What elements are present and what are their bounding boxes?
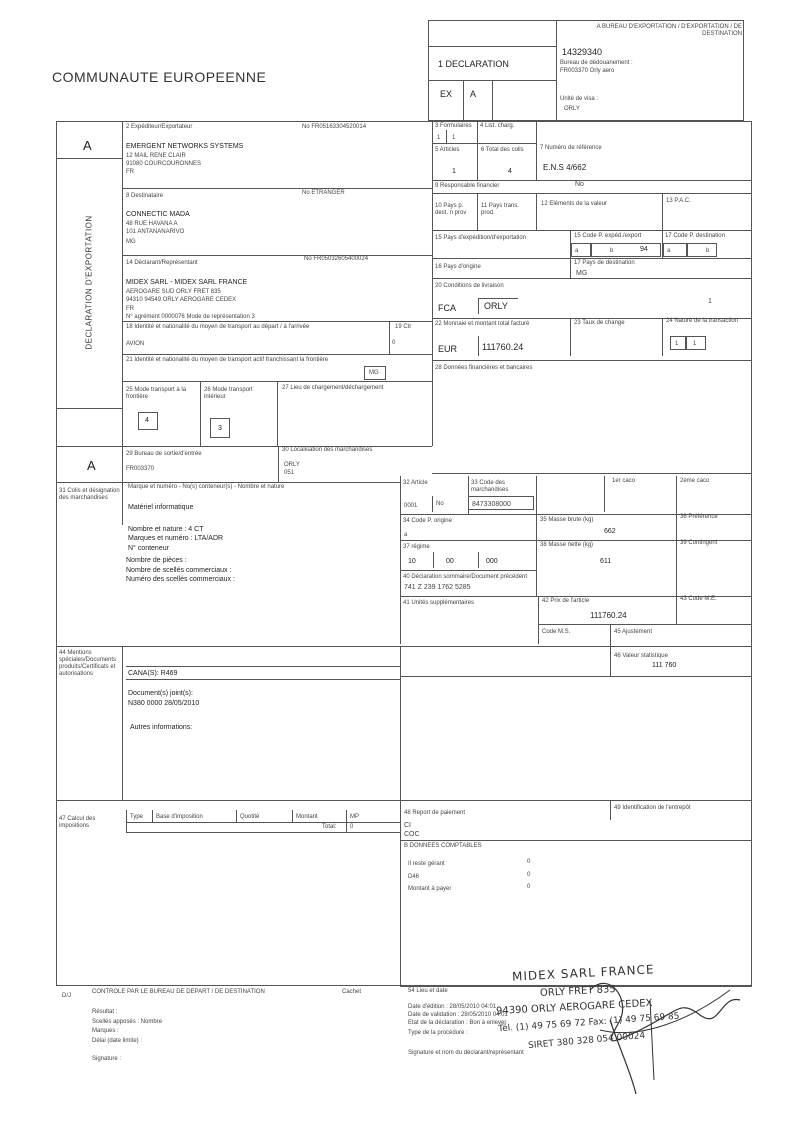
previous-document-value: 741 Z 239 1762 5285 (404, 584, 471, 591)
tax-amount-header: Montant (296, 814, 318, 820)
supplementary-units-label: 41 Unités supplémentaires (403, 600, 475, 606)
goods-location-value-2: 051 (284, 470, 295, 476)
item-number-label: 32 Article (403, 480, 428, 486)
declaration-type-a: A (470, 89, 477, 99)
total-packages-value: 4 (508, 168, 512, 175)
control-deadline-label: Délai (date limite) : (92, 1038, 143, 1044)
delivery-terms-label: 20 Conditions de livraison (435, 283, 504, 289)
exit-office-label: 29 Bureau de sortie/d'entrée (126, 451, 202, 457)
declarant-label: 14 Déclarant/Représentant (126, 260, 198, 266)
forms-value-2: 1 (452, 135, 456, 141)
company-stamp-line5: SIRET 380 328 054 00024 (527, 1030, 646, 1052)
origin-country-label: 16 Pays d'origine (435, 264, 481, 270)
handwritten-signature (580, 960, 750, 1100)
item-price-value: 111760.24 (590, 611, 627, 620)
procedure-type: Type de la procédure : (408, 1030, 468, 1036)
edition-date: Date d'édition : 28/05/2010 04:01 (408, 1004, 497, 1010)
transport-depart-label: 18 Identité et nationalité du moyen de transport au départ / à l'arrivée (126, 324, 310, 330)
accounting-value-3: 0 (527, 884, 531, 890)
company-stamp-line4: Tél. (1) 49 75 69 72 Fax: (1) 49 75 69 85 (497, 1011, 680, 1035)
commodity-code-label: 33 Code des marchandises (471, 480, 509, 493)
exporter-no: No FR05163304520014 (302, 124, 367, 130)
goods-description-3: Marques et numéro : LTA/ADR (128, 535, 224, 542)
control-d-label: D/J (62, 993, 71, 999)
destination-country-value: MG (576, 270, 588, 277)
company-stamp-line2: ORLY FRET 835 (539, 984, 616, 999)
control-signature-label: Signature : (92, 1056, 122, 1062)
bureau-export-label: A BUREAU D'EXPORTATION / D'EXPORTATION / DE DESTINATION (596, 24, 742, 37)
gross-mass-value: 662 (604, 528, 616, 535)
dest-country-label: 10 Pays p. dest. n prov (435, 203, 467, 216)
consignee-name: CONNECTIC MADA (126, 211, 190, 218)
accounting-line-3: Montant à payer (408, 886, 452, 892)
transport-border-label: 21 Identité et nationalité du moyen de transport actif franchissant la frontière (126, 357, 329, 363)
exporter-addr1: 12 MAIL RENE CLAIR (126, 153, 186, 159)
incoterm-value: FCA (438, 303, 456, 313)
consignee-label: 8 Destinataire (126, 193, 164, 199)
packages-description-label: 31 Colis et désignation des marchandises (59, 488, 120, 501)
ms-code-label: Code M.S. (542, 629, 571, 635)
bureau-dedouanement-label: Bureau de dédouanement : (560, 60, 633, 66)
transport-mode-inland-value: 3 (218, 425, 222, 432)
accounting-line-2: D46 (408, 874, 420, 880)
consignee-no: No ETRANGER (302, 190, 345, 196)
goods-description-4: N° conteneur (128, 545, 169, 552)
unite-visa-value: ORLY (564, 106, 580, 112)
dest-code-a: a (667, 248, 671, 254)
control-stamp-label: Cachet (342, 989, 362, 995)
transaction-nature-2: 1 (693, 341, 697, 347)
tax-type-header: Type (130, 814, 144, 820)
goods-description-7: Numéro des scellés commerciaux : (126, 576, 235, 583)
articles-label: 5 Articles (435, 147, 460, 153)
exporter-addr2: 91080 COURCOURONNES (126, 161, 202, 167)
exporter-country: FR (126, 169, 134, 175)
accounting-value-2: 0 (527, 872, 531, 878)
company-stamp-line3: 94390 ORLY AEROGARE CEDEX (495, 997, 653, 1018)
tax-total-label: Total: (322, 824, 337, 830)
declarant-no: No FR05032605400024 (304, 256, 369, 262)
tax-rate-header: Quotité (240, 814, 260, 820)
coc-value: COC (404, 831, 420, 838)
first-code-label: 1er caco (612, 478, 636, 484)
loading-place-label: 27 Lieu de chargement/déchargement (282, 385, 384, 391)
export-code-a: a (575, 248, 579, 254)
control-result-label: Résultat : (92, 1009, 118, 1015)
goods-location-value-1: ORLY (284, 462, 300, 468)
exporter-label: 2 Expéditeur/Exportateur (126, 124, 193, 130)
procedure-value-2: 00 (446, 558, 454, 565)
item-number-value: 0001 (404, 503, 418, 509)
declarant-name: MIDEX SARL - MIDEX SARL FRANCE (126, 279, 248, 286)
tax-calc-label: 47 Calcul des impositions (59, 816, 96, 829)
statistical-value-label: 46 Valeur statistique (614, 653, 668, 659)
item-no-value: No (436, 501, 444, 507)
container-label: 19 Ctr (395, 324, 412, 330)
origin-code-label: 34 Code P. origine (403, 518, 452, 524)
tax-base-header: Base d'imposition (156, 814, 203, 820)
goods-location-label: 30 Localisation des marchandises (282, 447, 373, 453)
form-letter-a-mid: A (87, 458, 96, 473)
pac-label: 13 P.A.C. (666, 198, 691, 204)
declaration-type-ex: EX (440, 89, 453, 99)
place-date-label: 54 Lieu et date (408, 988, 448, 994)
gross-mass-label: 35 Masse brute (kg) (540, 517, 594, 523)
attached-document-1: N380 0000 28/05/2010 (128, 700, 200, 707)
exporter-name: EMERGENT NETWORKS SYSTEMS (126, 143, 244, 150)
declarant-addr2: 94310 94549 ORLY AEROGARE CEDEX (126, 297, 237, 303)
goods-description-1: Matériel informatique (128, 504, 194, 511)
delivery-place-value: ORLY (484, 301, 508, 311)
transport-border-value: MG (369, 370, 379, 376)
procedure-label: 37 régime (403, 544, 430, 550)
reference-label: 7 Numéro de référence (540, 145, 602, 151)
currency-amount-label: 22 Monnaie et montant total facturé (435, 321, 530, 327)
marks-numbers-label: Marque et numéro - No(s) conteneur(s) - Nombre et nature (128, 484, 285, 490)
transport-mode-inland-label: 26 Mode transport intérieur (204, 387, 253, 400)
declarant-signature-label: Signature et nom du déclarant/représentant (408, 1050, 524, 1056)
accounting-line-1: Il reste gérant (408, 861, 445, 867)
transport-mode-border-label: 25 Mode transport à la frontière (126, 387, 187, 400)
bureau-dedouanement-code: FR003370 Orly aero (560, 68, 615, 74)
loading-list-label: 4 List. charg. (480, 123, 515, 129)
control-title: CONTROLE PAR LE BUREAU DE DEPART / DE DESTINATION (92, 989, 265, 995)
procedure-value-1: 10 (408, 558, 416, 565)
adjustment-label: 45 Ajustement (614, 629, 653, 635)
commodity-code-value: 8473308000 (472, 501, 511, 508)
item-price-label: 42 Prix de l'article (542, 598, 590, 604)
tax-total-value: 0 (350, 824, 354, 830)
destination-country-label: 17 Pays de destination (574, 260, 635, 266)
trans-country-label: 11 Pays trans. prod. (481, 203, 519, 216)
communaute-title: COMMUNAUTE EUROPEENNE (52, 69, 267, 85)
declaration-label: 1 DECLARATION (438, 59, 509, 69)
reference-value: E.N.S 4/662 (543, 163, 587, 172)
tax-mp-header: MP (350, 814, 359, 820)
exit-office-value: FR003370 (126, 466, 155, 472)
control-marks-label: Marques : (92, 1028, 119, 1034)
declaration-status: Etat de la déclaration : Bon à enlever (408, 1020, 507, 1026)
financial-resp-value: No (575, 181, 584, 188)
forms-value-1: 1 (437, 135, 441, 141)
preference-label: 36 Préférence (680, 514, 718, 520)
payment-deferral-label: 48 Report de paiement (404, 810, 466, 816)
container-value: 0 (392, 340, 396, 346)
other-info-label: Autres informations: (130, 724, 193, 731)
control-seals-label: Scellés apposés : Nombre (92, 1019, 163, 1025)
form-letter-a-top: A (83, 138, 92, 153)
dest-country-code-label: 17 Code P. destination (665, 233, 725, 239)
goods-description-5: Nombre de pièces : (126, 557, 187, 564)
delivery-code-value: 1 (708, 298, 712, 305)
declarant-addr1: AEROGARE SUD ORLY FRET 835 (126, 289, 221, 295)
total-amount-value: 111760.24 (482, 342, 524, 352)
net-mass-label: 38 Masse nette (kg) (540, 542, 594, 548)
previous-document-label: 40 Déclaration sommaire/Document précédent (403, 574, 528, 580)
dest-code-b: b (706, 248, 710, 254)
statistical-value: 111 760 (652, 662, 677, 669)
consignee-addr1: 48 RUE HAVANA A (126, 221, 178, 227)
declarant-agrement: N° agrément 0000076 Mode de représentation 3 (126, 314, 255, 320)
accounting-data-label: B DONNEES COMPTABLES (404, 843, 482, 849)
declarant-country: FR (126, 306, 134, 312)
export-code-b: b (610, 248, 614, 254)
export-code-number: 94 (640, 246, 648, 253)
articles-value: 1 (452, 168, 456, 175)
value-elements-label: 12 Eléments de la valeur (541, 201, 608, 207)
cana-value: CANA(S): R469 (128, 670, 178, 677)
goods-description-6: Nombre de scellés commerciaux : (126, 567, 232, 574)
goods-description-2: Nombre et nature : 4 CT (128, 526, 204, 533)
currency-value: EUR (438, 344, 458, 354)
declaration-number: 14329340 (562, 47, 603, 57)
consignee-addr2: 101 ANTANANARIVO (126, 229, 185, 235)
total-packages-label: 6 Total des colis (481, 147, 524, 153)
validation-date: Date de validation : 28/05/2010 04:01 (408, 1012, 508, 1018)
exchange-rate-label: 23 Taux de change (574, 320, 625, 326)
accounting-value-1: 0 (527, 859, 531, 865)
quota-label: 39 Contingent (680, 540, 718, 546)
export-country-label: 15 Pays d'expédition/d'exportation (435, 235, 527, 241)
attached-documents-label: Document(s) joint(s): (128, 690, 193, 697)
unite-visa-label: Unité de visa : (560, 96, 599, 102)
financial-resp-label: 9 Responsable financier (435, 183, 500, 189)
forms-label: 3 Formulaires (435, 123, 472, 129)
transaction-nature-label: 24 Nature de la transaction (666, 318, 739, 324)
ci-value: CI (404, 822, 411, 829)
second-code-label: 2ème caco (680, 478, 710, 484)
me-code-label: 43 Code M.E. (680, 596, 717, 602)
warehouse-id-label: 49 Identification de l'entrepôt (614, 805, 691, 811)
special-mentions-label: 44 Mentions spéciales/Documents produits/Certificats et autorisations (59, 650, 117, 677)
net-mass-value: 611 (600, 558, 612, 565)
consignee-country: MG (126, 239, 136, 245)
transport-depart-value: AVION (126, 341, 145, 347)
procedure-value-3: 000 (486, 558, 498, 565)
origin-code-value: a (404, 532, 408, 538)
transaction-nature-1: 1 (675, 341, 679, 347)
declaration-export-vertical: DECLARATION D'EXPORTATION (84, 215, 94, 350)
export-country-code-label: 15 Code P. expéd./export (574, 233, 642, 239)
company-stamp-line1: MIDEX SARL FRANCE (511, 962, 655, 984)
transport-mode-border-value: 4 (145, 417, 149, 424)
financial-data-label: 28 Données financières et bancaires (435, 365, 533, 371)
